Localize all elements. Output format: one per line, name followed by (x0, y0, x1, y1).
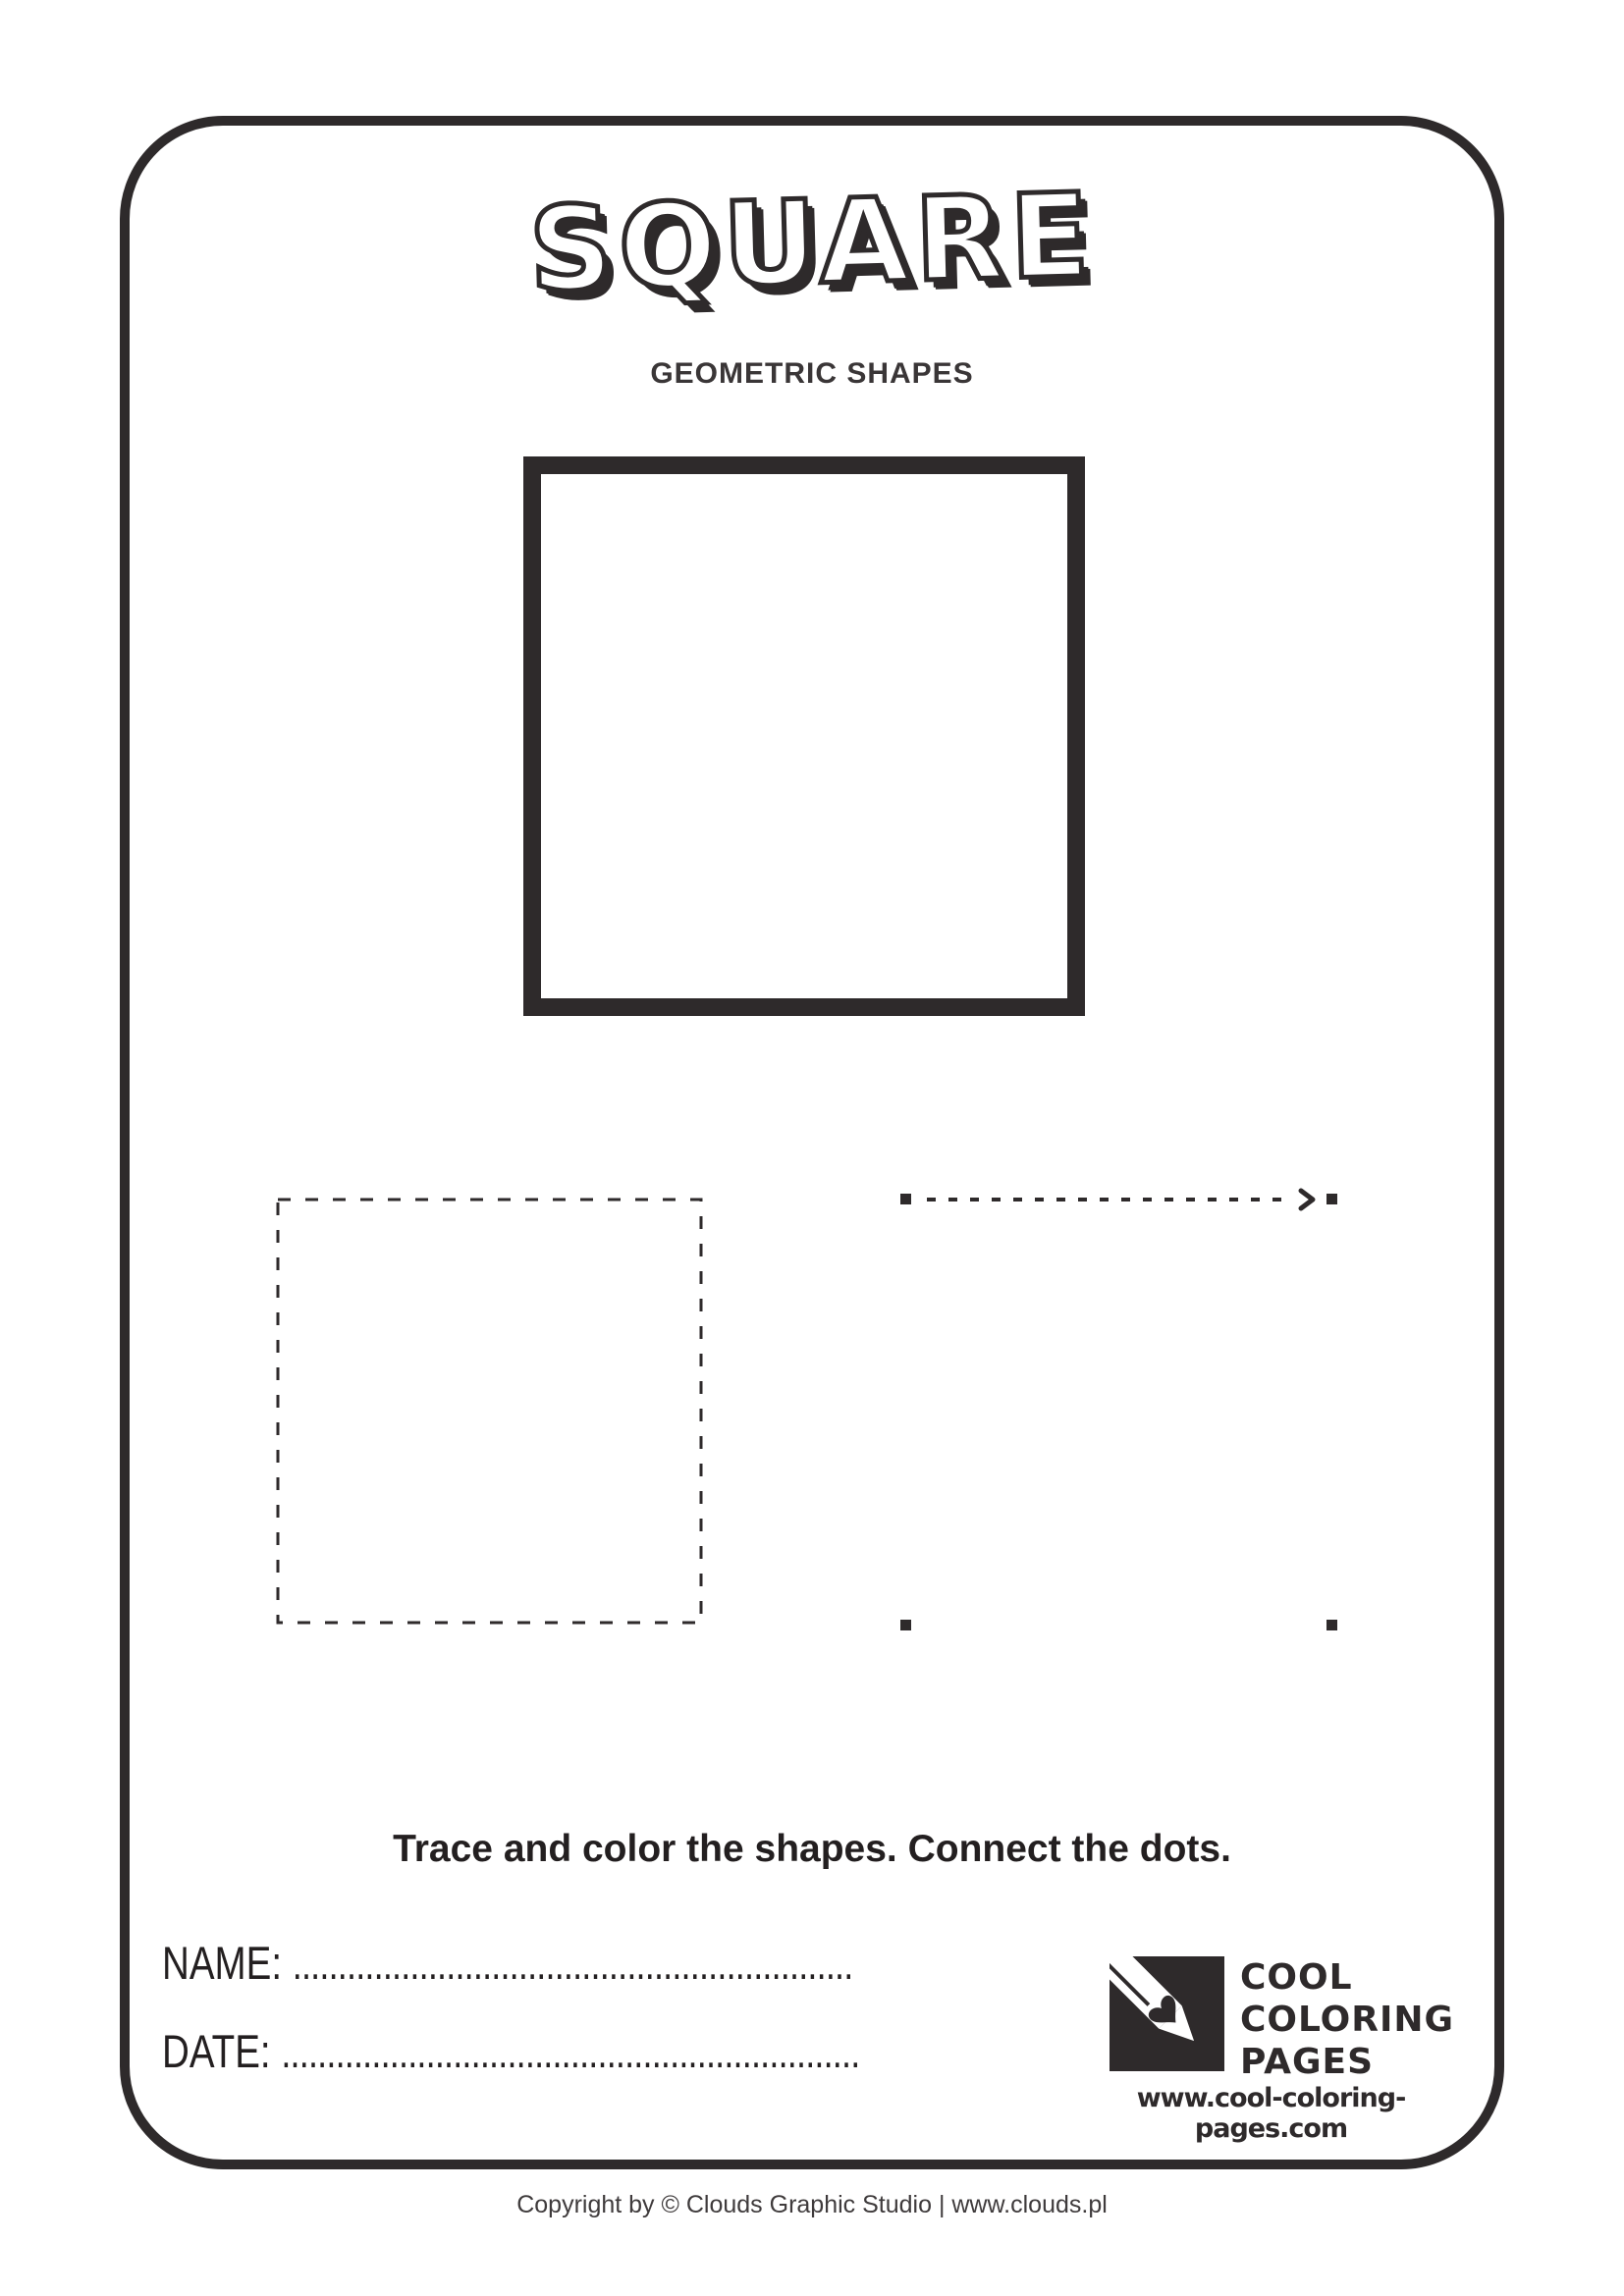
connect-dot-bottom-right (1326, 1620, 1337, 1630)
name-label: NAME: (162, 1937, 283, 1989)
connect-dot-top-left (900, 1194, 911, 1204)
copyright-footer: Copyright by © Clouds Graphic Studio | www.clouds.pl (516, 2191, 1108, 2218)
name-field-row (162, 1936, 852, 1990)
connect-dots-arrow-line (901, 1187, 1343, 1212)
website-url: www.cool-coloring-pages.com (1136, 2083, 1406, 2144)
instruction-text: Trace and color the shapes. Connect the dots. (393, 1828, 1231, 1870)
logo-line-3: PAGES (1240, 2042, 1375, 2082)
date-dotted-line: ................................................................ (281, 2029, 860, 2077)
main-square-shape (523, 456, 1085, 1016)
logo-line-1: COOL (1240, 1957, 1353, 1998)
date-label: DATE: (162, 2025, 271, 2077)
trace-square-dashed-shape (276, 1198, 704, 1626)
name-dotted-line: .............................................................. (292, 1941, 853, 1989)
connect-dot-top-right (1326, 1194, 1337, 1204)
title-wrap (120, 167, 1504, 318)
page-title: SQUARE (527, 167, 1097, 318)
page-subtitle: GEOMETRIC SHAPES (650, 357, 974, 390)
logo-wordmark (1240, 1956, 1515, 2083)
date-field-row (162, 2024, 859, 2078)
logo-line-2: COLORING (1240, 2000, 1455, 2040)
pencil-icon (1110, 1956, 1224, 2071)
connect-dot-bottom-left (900, 1620, 911, 1630)
